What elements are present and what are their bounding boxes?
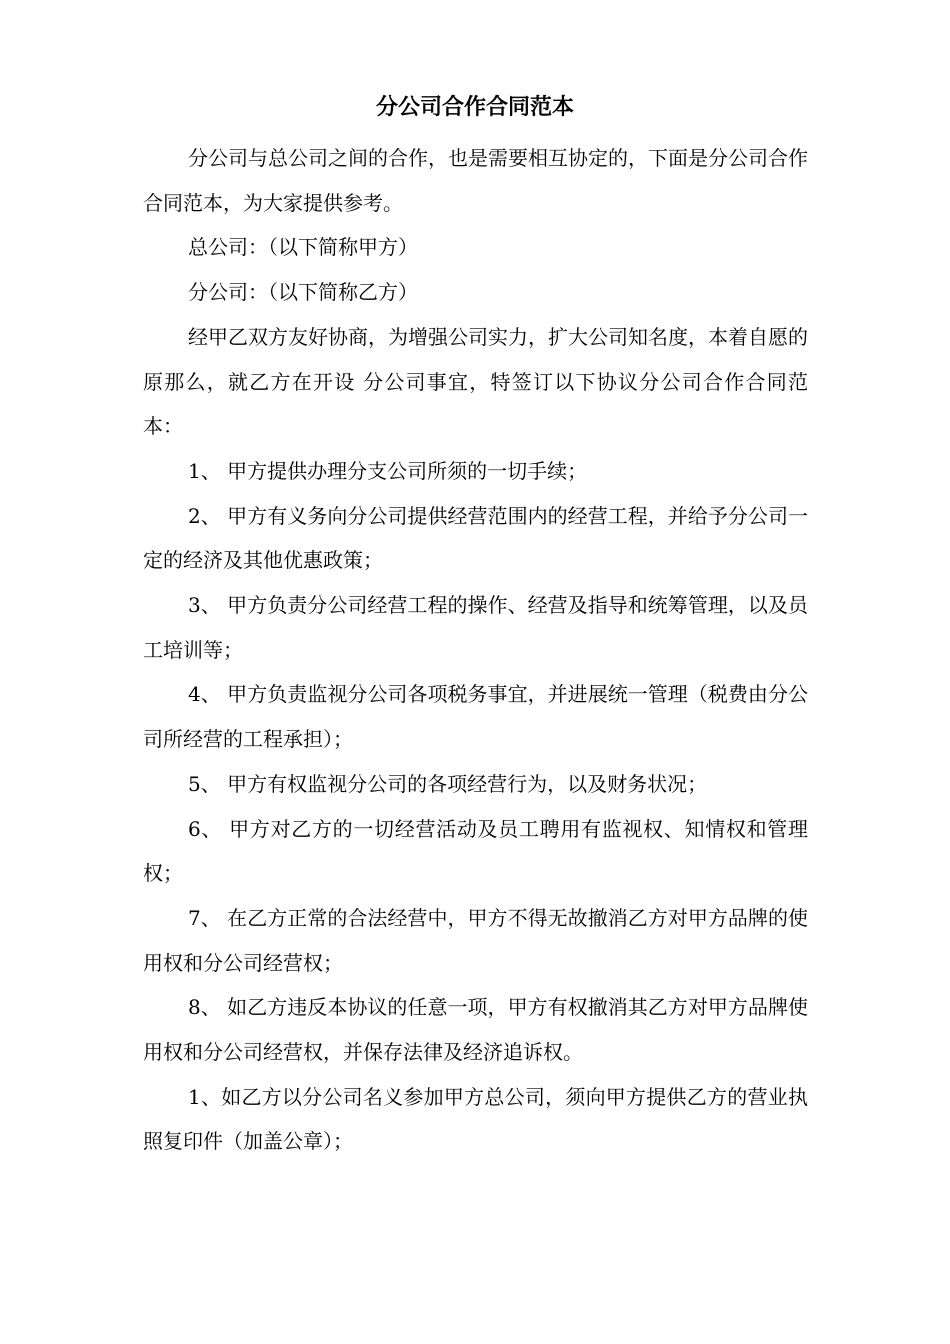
clause-5: 5、 甲方有权监视分公司的各项经营行为，以及财务状况；: [188, 771, 708, 796]
clause-6: 6、 甲方对乙方的一切经营活动及员工聘用有监视权、知情权和管理权；: [143, 816, 808, 886]
document-body: [143, 136, 808, 1164]
clause-1: 1、 甲方提供办理分支公司所须的一切手续；: [188, 458, 588, 483]
clause-7: 7、 在乙方正常的合法经营中，甲方不得无故撤消乙方对甲方品牌的使用权和分公司经营权；: [143, 905, 808, 975]
paragraph-intro: 分公司与总公司之间的合作，也是需要相互协定的，下面是分公司合作合同范本，为大家提供参考。: [143, 146, 808, 215]
clause-8: 8、 如乙方违反本协议的任意一项，甲方有权撤消其乙方对甲方品牌使用权和分公司经营权，并保存法律及经济追诉权。: [143, 995, 808, 1065]
party-b-clause-1: 1、如乙方以分公司名义参加甲方总公司，须向甲方提供乙方的营业执照复印件（加盖公章）；: [143, 1084, 808, 1154]
paragraph-party-a: 总公司：（以下简称甲方）: [188, 235, 418, 260]
clause-3: 3、 甲方负责分公司经营工程的操作、经营及指导和统筹管理，以及员工培训等；: [143, 593, 808, 662]
clause-2: 2、 甲方有义务向分公司提供经营范围内的经营工程，并给予分公司一定的经济及其他优惠政策；: [143, 503, 808, 573]
document-title: 分公司合作合同范本: [375, 94, 574, 120]
paragraph-party-b: 分公司：（以下简称乙方）: [188, 280, 418, 305]
clause-4: 4、 甲方负责监视分公司各项税务事宜，并进展统一管理（税费由分公司所经营的工程承担）；: [143, 682, 808, 752]
paragraph-preamble: 经甲乙双方友好协商，为增强公司实力，扩大公司知名度，本着自愿的原那么，就乙方在开设 分公司事宜，特签订以下协议分公司合作合同范本：: [143, 324, 808, 439]
